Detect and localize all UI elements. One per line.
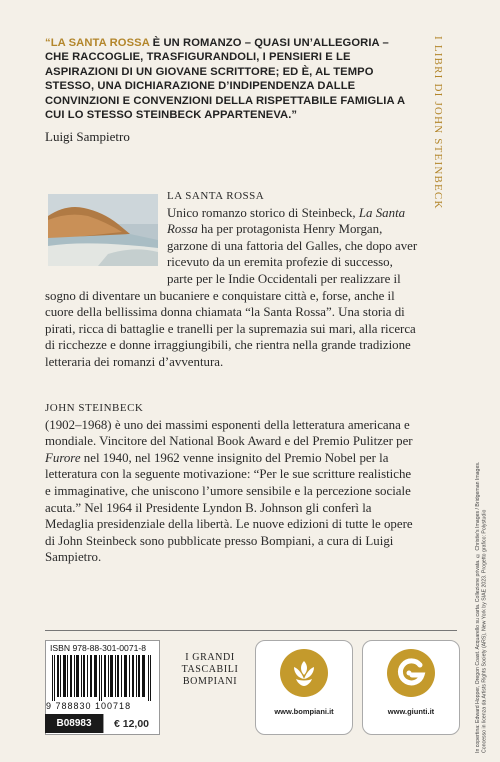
isbn-text: ISBN 978-88-301-0071-8 <box>50 643 147 653</box>
quote-text <box>45 36 410 122</box>
series-line-3: BOMPIANI <box>182 676 238 687</box>
author-bio <box>45 400 420 566</box>
credit-line-2: Concesso in licenza da Artists Rights Society (ARS), New York by SIAE 2023. Progetto grafico: Polystudio <box>481 509 488 753</box>
bompiani-logo-icon <box>280 649 328 697</box>
barcode-graphic <box>50 655 154 701</box>
book-description <box>45 188 420 371</box>
credit-line-1: In copertina: Edward Hopper, Oregon Coast. Acquarello su carta. Collezione privata. © Christie’s Images / Bridgeman Images. <box>475 461 481 753</box>
book-heading: LA SANTA ROSSA <box>167 190 265 202</box>
author-work-italic: Furore <box>45 450 81 465</box>
series-name <box>175 652 245 688</box>
series-spine-title: I LIBRI DI JOHN STEINBECK <box>432 36 444 210</box>
price-label: € 12,00 <box>103 714 159 733</box>
author-bio-part2: nel 1940, nel 1962 venne insignito del Premio Nobel per la letteratura con la seguente motivazione: “Per le sue scritture realistiche e immaginative, che uniscono l’umore sensibile e la percezione sociale acuta.” Nel 1964 il Presidente Lyndon B. Johnson gli conferì la Medaglia presidenziale della libertà. Le nuove edizioni di tutte le opere di John Steinbeck sono pubblicate presso Bompiani, a cura di Luigi Sampietro. <box>45 450 413 565</box>
product-code: B08983 <box>45 714 103 733</box>
quote-body: È UN ROMANZO – QUASI UN’ALLEGORIA – CHE RACCOGLIE, TRASFIGURANDOLI, I PENSIERI E LE ASPIRAZIONI DI UN GIOVANE SCRITTORE; ED È, AL TEMPO STESSO, UNA DICHIARAZIONE D’INDIPENDENZA DALLE CONVINZIONI E CONVENZIONI DELLA RISPETTABILE FAMIGLIA A CUI LO STESSO STEINBECK APPARTENEVA.” <box>45 37 405 122</box>
quote-author: Luigi Sampietro <box>45 129 130 145</box>
image-credit <box>475 418 495 753</box>
divider <box>45 630 457 631</box>
book-body: ha per protagonista Henry Morgan, garzone di una fattoria del Galles, che dopo aver ricevuto da un eremita profezie di successo, parte per le Indie Occidentali per realizzare il sogno di diventare un bucaniere e conquistare città e, forse, anche il cuore della bellissima donna chiamata “la Santa Rossa”. Una storia di pirati, ricca di battaglie e tranelli per la supremazia sui mari, alla ricerca di ricchezze e donne irraggiungibili, che rientra nella grande tradizione letteraria dei romanzi d’avventura. <box>45 222 418 369</box>
quote-highlight: “LA SANTA ROSSA <box>45 37 150 49</box>
back-cover-quote <box>45 36 410 145</box>
book-intro: Unico romanzo storico di Steinbeck, <box>167 205 359 220</box>
giunti-logo-icon <box>387 649 435 697</box>
barcode-digits: 9 788830 100718 <box>46 701 132 711</box>
giunti-logo-card <box>362 640 460 735</box>
bompiani-logo-card <box>255 640 353 735</box>
bompiani-url: www.bompiani.it <box>274 707 334 716</box>
series-line-2: TASCABILI <box>181 664 239 675</box>
painting-wrap-space <box>45 188 167 286</box>
author-heading: JOHN STEINBECK <box>45 402 144 414</box>
giunti-url: www.giunti.it <box>387 707 435 716</box>
series-line-1: I GRANDI <box>185 652 235 663</box>
book-title-italic: La Santa Rossa <box>167 205 406 237</box>
author-bio-part1: (1902–1968) è uno dei massimi esponenti della letteratura americana e mondiale. Vincitore del National Book Award e del Premio Pulitzer per <box>45 417 413 449</box>
